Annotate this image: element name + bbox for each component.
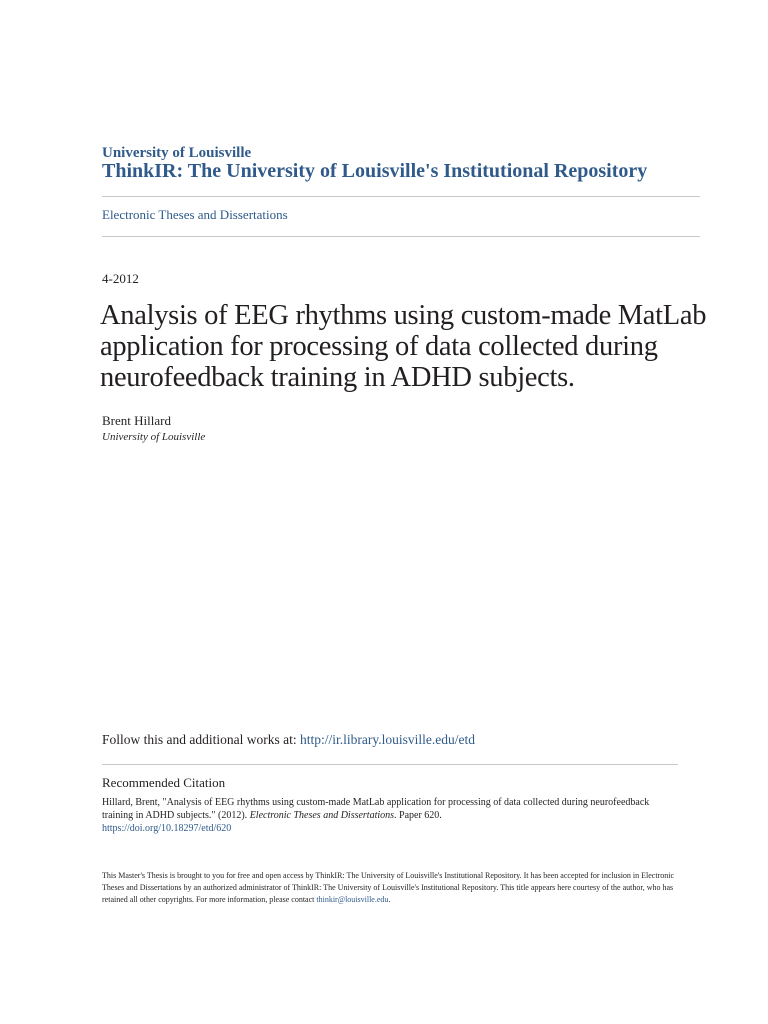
follow-label: Follow this and additional works at: [102,732,300,747]
divider-top [102,196,700,197]
publication-date: 4-2012 [102,271,139,286]
author-affiliation: University of Louisville [102,431,206,443]
citation-doi-link[interactable]: https://doi.org/10.18297/etd/620 [102,823,232,834]
divider-bottom [102,236,700,237]
author-name: Brent Hillard [102,413,171,428]
repository-name[interactable]: ThinkIR: The University of Louisville's Institutional Repository [102,160,648,182]
citation-block [102,796,662,835]
institution-name[interactable]: University of Louisville [102,145,252,161]
citation-series: Electronic Theses and Dissertations [249,810,395,821]
citation-heading: Recommended Citation [102,775,226,790]
contact-email-link[interactable]: thinkir@louisville.edu [316,895,389,904]
document-title: Analysis of EEG rhythms using custom-made MatLab application for processing of data collected during neurofeedback training in ADHD subjects. [100,300,707,393]
collection-link[interactable]: Electronic Theses and Dissertations [102,207,288,222]
citation-text: Hillard, Brent, "Analysis of EEG rhythms using custom-made MatLab application for processing of data collected during neurofeedback training in ADHD subjects." (2012). [102,797,650,821]
divider-citation [102,764,678,765]
access-notice [102,870,682,906]
notice-end: . [388,895,391,904]
follow-link[interactable]: http://ir.library.louisville.edu/etd [300,732,475,747]
notice-text: This Master's Thesis is brought to you for free and open access by ThinkIR: The University of Louisville's Institutional Repository. It has been accepted for inclusion in Electronic Theses and Dissertations by an authorized administrator of ThinkIR: The University of Louisville's Institutional Repository. This title appears here courtesy of the author, who has retained all other copyrights. For more information, please contact [102,871,675,904]
follow-line [102,732,475,748]
citation-paper: . Paper 620. [394,810,442,821]
